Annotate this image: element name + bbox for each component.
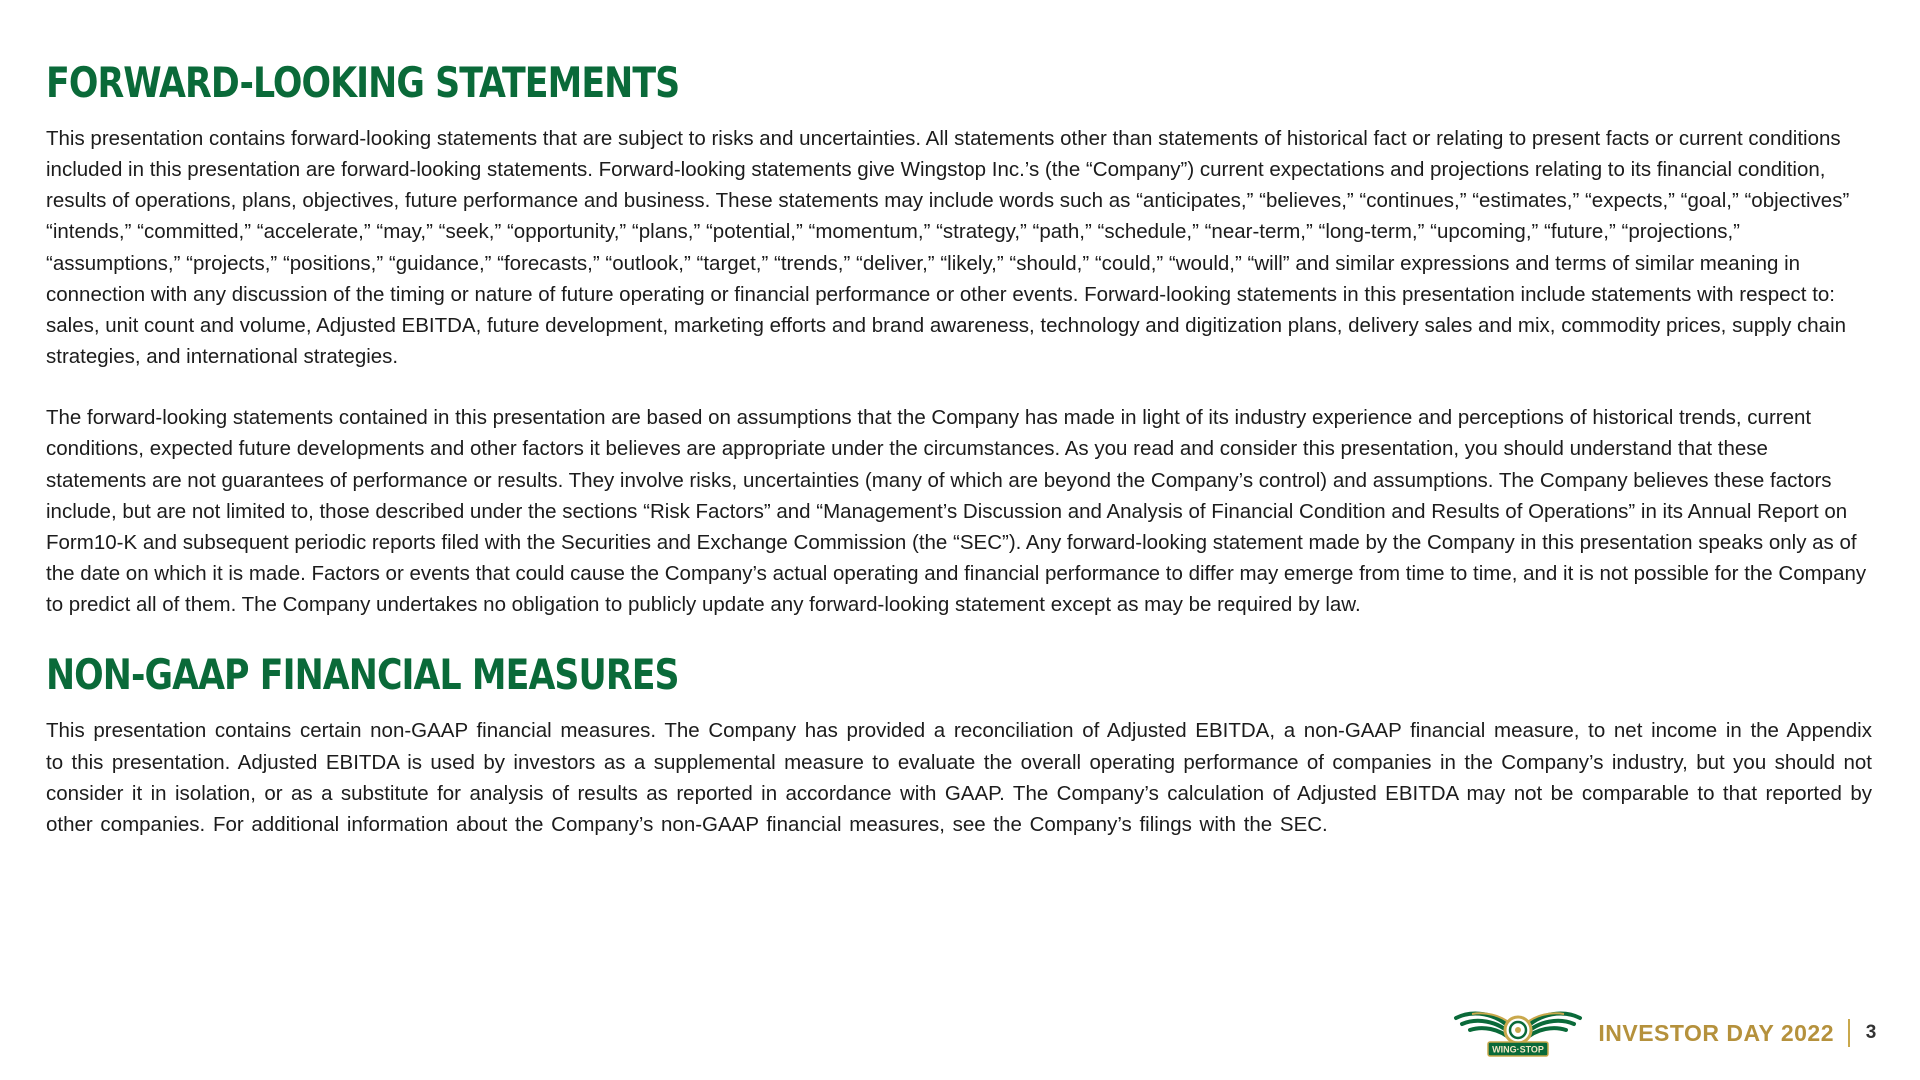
page-number: 3 — [1865, 1022, 1877, 1043]
wingstop-logo-text: WING·STOP — [1492, 1044, 1545, 1055]
forward-looking-paragraph-1: This presentation contains forward-looking statements that are subject to risks and uncertainties. All statements other than statements of historical fact or relating to present facts or current conditions included in this presentation are forward-looking statements. Forward-looking statements give Wingstop Inc.’s (the “Company”) current expectations and projections relating to its financial condition, results of operations, plans, objectives, future performance and business. These statements may include words such as “anticipates,” “believes,” “continues,” “estimates,” “expects,” “goal,” “objectives” “intends,” “committed,” “accelerate,” “may,” “seek,” “opportunity,” “plans,” “potential,” “momentum,” “strategy,” “path,” “schedule,” “near-term,” “long-term,” “upcoming,” “future,” “projections,” “assumptions,” “projects,” “positions,” “guidance,” “forecasts,” “outlook,” “target,” “trends,” “deliver,” “likely,” “should,” “could,” “would,” “will” and similar expressions and terms of similar meaning in connection with any discussion of the timing or nature of future operating or financial performance or other events. Forward-looking statements in this presentation include statements with respect to: sales, unit count and volume, Adjusted EBITDA, future development, marketing efforts and brand awareness, technology and digitization plans, delivery sales and mix, commodity prices, supply chain strategies, and international strategies. — [46, 127, 1850, 369]
non-gaap-title: NON-GAAP FINANCIAL MEASURES — [46, 650, 679, 700]
footer-divider — [1848, 1019, 1850, 1047]
forward-looking-statements-title: FORWARD-LOOKING STATEMENTS — [46, 58, 680, 107]
wingstop-logo-icon — [1452, 1004, 1584, 1062]
non-gaap-paragraph-1: This presentation contains certain non-GAAP financial measures. The Company has provided a reconciliation of Adjusted EBITDA, a non-GAAP financial measure, to net income in the Appendix to this presentation. Adjusted EBITDA is used by investors as a supplemental measure to evaluate the overall operating performance of companies in the Company’s industry, but you should not consider it in isolation, or as a substitute for analysis of results as reported in accordance with GAAP. The Company’s calculation of Adjusted EBITDA may not be comparable to that reported by other companies. For additional information about the Company’s non-GAAP financial measures, see the Company’s filings with the SEC. — [46, 719, 1872, 836]
forward-looking-paragraph-2: The forward-looking statements contained in this presentation are based on assumptions that the Company has made in light of its industry experience and perceptions of historical trends, current conditions, expected future developments and other factors it believes are appropriate under the circumstances. As you read and consider this presentation, you should understand that these statements are not guarantees of performance or results. They involve risks, uncertainties (many of which are beyond the Company’s control) and assumptions. The Company believes these factors include, but are not limited to, those described under the sections “Risk Factors” and “Management’s Discussion and Analysis of Financial Condition and Results of Operations” in its Annual Report on Form10-K and subsequent periodic reports filed with the Securities and Exchange Commission (the “SEC”). Any forward-looking statement made by the Company in this presentation speaks only as of the date on which it is made. Factors or events that could cause the Company’s actual operating and financial performance to differ may emerge from time to time, and it is not possible for the Company to predict all of them. The Company undertakes no obligation to publicly update any forward-looking statement except as may be required by law. — [46, 406, 1867, 617]
slide-footer — [1452, 1004, 1878, 1062]
investor-day-label: INVESTOR DAY 2022 — [1598, 1019, 1834, 1046]
